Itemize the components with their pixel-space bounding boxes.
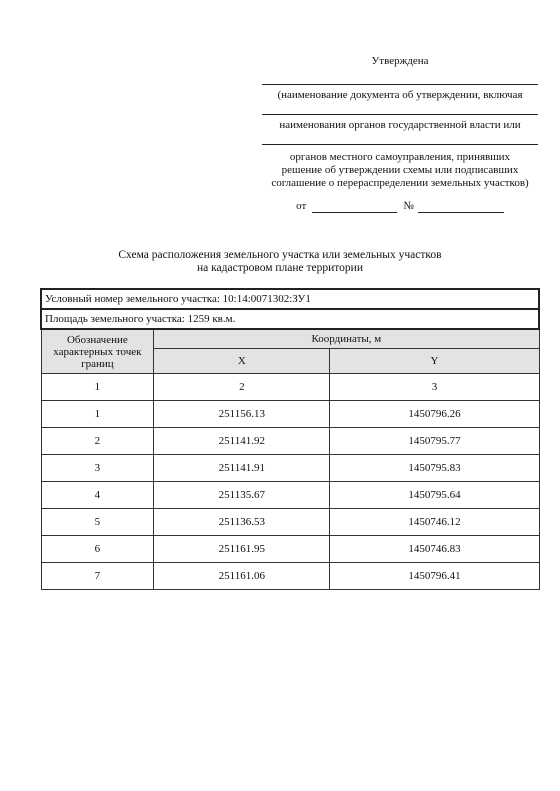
table-row	[41, 428, 539, 455]
index-cell: 1	[41, 374, 154, 401]
y-cell: 1450795.77	[330, 428, 539, 455]
point-cell: 7	[41, 563, 154, 590]
y-cell: 1450796.26	[330, 401, 539, 428]
approval-block	[262, 55, 538, 213]
approval-line-2: наименования органов государственной власти или	[279, 119, 521, 131]
index-cell: 3	[330, 374, 539, 401]
from-label: от	[296, 200, 307, 212]
x-cell: 251141.92	[154, 428, 330, 455]
point-cell: 5	[41, 509, 154, 536]
approval-line-3: органов местного самоуправления, принявших	[289, 151, 511, 163]
x-cell: 251161.95	[154, 536, 330, 563]
number-blank	[418, 201, 504, 213]
scheme-title	[40, 249, 520, 275]
x-cell: 251156.13	[154, 401, 330, 428]
coordinates-column-header: Координаты, м	[154, 329, 539, 349]
approval-title: Утверждена	[371, 55, 429, 67]
x-cell: 251141.91	[154, 455, 330, 482]
approval-line-5: соглашение о перераспределении земельных участков)	[271, 177, 529, 189]
y-cell: 1450746.12	[330, 509, 539, 536]
date-blank	[312, 201, 397, 213]
approval-line-1: (наименование документа об утверждении, включая	[277, 89, 523, 101]
index-cell: 2	[154, 374, 330, 401]
x-cell: 251136.53	[154, 509, 330, 536]
table-row	[41, 536, 539, 563]
index-row	[41, 374, 539, 401]
table-row	[41, 401, 539, 428]
scheme-title-line-2: на кадастровом плане территории	[196, 262, 363, 274]
points-column-header: Обозначение характерных точек границ	[41, 329, 154, 374]
table-row	[41, 509, 539, 536]
approval-date-number-row	[262, 200, 538, 213]
point-cell: 3	[41, 455, 154, 482]
y-cell: 1450795.83	[330, 455, 539, 482]
number-label: №	[403, 200, 414, 212]
x-cell: 251135.67	[154, 482, 330, 509]
coordinates-table	[40, 288, 540, 590]
x-cell: 251161.06	[154, 563, 330, 590]
scheme-title-line-1: Схема расположения земельного участка или земельных участков	[118, 249, 442, 261]
table-row	[41, 563, 539, 590]
point-cell: 2	[41, 428, 154, 455]
conditional-number: Условный номер земельного участка: 10:14:0071302:ЗУ1	[41, 289, 539, 309]
y-cell: 1450795.64	[330, 482, 539, 509]
point-cell: 6	[41, 536, 154, 563]
table-row	[41, 455, 539, 482]
y-cell: 1450796.41	[330, 563, 539, 590]
approval-line-4: решение об утверждении схемы или подписавших	[281, 164, 519, 176]
point-cell: 1	[41, 401, 154, 428]
x-column-header: X	[154, 349, 330, 374]
table-row	[41, 482, 539, 509]
y-cell: 1450746.83	[330, 536, 539, 563]
point-cell: 4	[41, 482, 154, 509]
y-column-header: Y	[330, 349, 539, 374]
parcel-area: Площадь земельного участка: 1259 кв.м.	[41, 309, 539, 329]
